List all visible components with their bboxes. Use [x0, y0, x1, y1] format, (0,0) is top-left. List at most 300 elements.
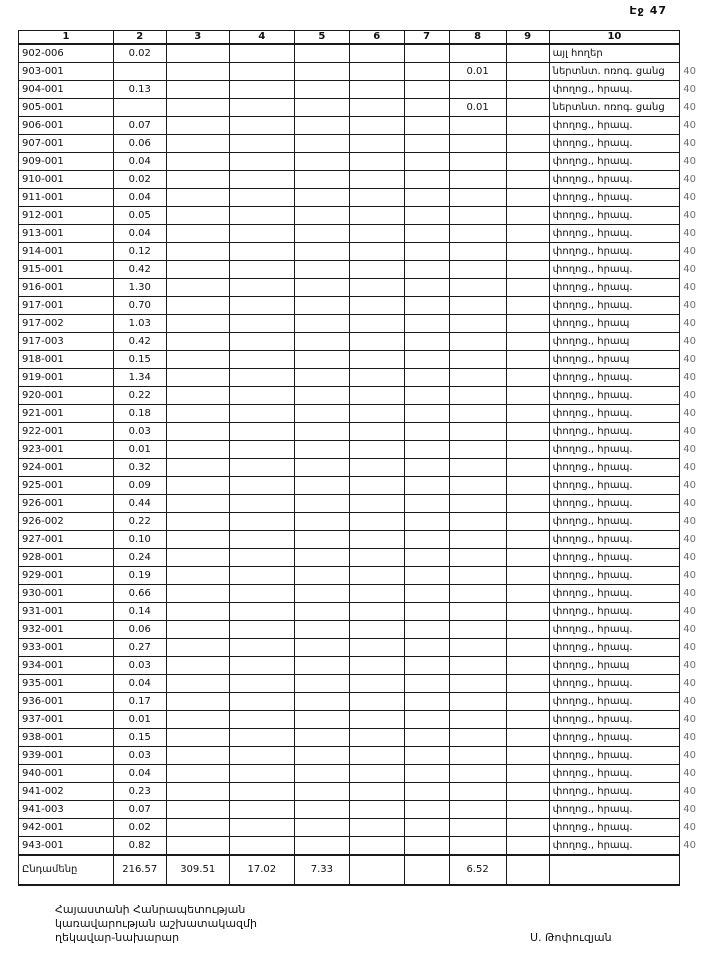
- cell-col2: 0.04: [113, 153, 166, 171]
- cell-col1: 905-001: [19, 99, 114, 117]
- cell-col9: [506, 153, 549, 171]
- cell-col10: փողոց., հրապ.: [549, 567, 680, 585]
- cell-col6: [349, 585, 404, 603]
- cell-col6: [349, 603, 404, 621]
- cell-col6: [349, 405, 404, 423]
- cell-col5: [294, 369, 349, 387]
- cell-col9: [506, 423, 549, 441]
- cell-col1: 912-001: [19, 207, 114, 225]
- cell-col7: [404, 459, 449, 477]
- cell-col9: [506, 225, 549, 243]
- table-row: [19, 189, 709, 207]
- margin-note: 40: [683, 803, 696, 815]
- cell-col7: [404, 207, 449, 225]
- table-row: [19, 243, 709, 261]
- page-number-label: Էջ 47: [629, 4, 667, 17]
- cell-col1: 914-001: [19, 243, 114, 261]
- cell-col9: [506, 477, 549, 495]
- cell-col1: 903-001: [19, 63, 114, 81]
- cell-col2: 0.03: [113, 657, 166, 675]
- cell-col5: [294, 351, 349, 369]
- cell-col3: [166, 99, 229, 117]
- cell-col8: [449, 333, 506, 351]
- cell-col10: փողոց., հրապ.: [549, 117, 680, 135]
- cell-col7: [404, 315, 449, 333]
- cell-col3: [166, 477, 229, 495]
- cell-col2: 0.24: [113, 549, 166, 567]
- table-row: [19, 765, 709, 783]
- margin-note: 40: [683, 587, 696, 599]
- header-col-9: 9: [506, 31, 549, 45]
- cell-col7: [404, 801, 449, 819]
- cell-col2: 0.04: [113, 675, 166, 693]
- cell-col5: [294, 603, 349, 621]
- cell-col4: [229, 567, 294, 585]
- margin-note: 40: [683, 695, 696, 707]
- table-row: [19, 657, 709, 675]
- cell-col5: [294, 405, 349, 423]
- cell-col2: 0.04: [113, 189, 166, 207]
- cell-col9: [506, 675, 549, 693]
- cell-col7: [404, 333, 449, 351]
- cell-col9: [506, 117, 549, 135]
- cell-col8: [449, 513, 506, 531]
- cell-col9: [506, 81, 549, 99]
- cell-col4: [229, 639, 294, 657]
- cell-col8: [449, 549, 506, 567]
- cell-col1: 913-001: [19, 225, 114, 243]
- cell-col5: [294, 819, 349, 837]
- cell-col10: փողոց., հրապ.: [549, 369, 680, 387]
- cell-col4: [229, 351, 294, 369]
- cell-col8: [449, 729, 506, 747]
- total-cell-col10: [549, 855, 680, 885]
- cell-col2: 0.06: [113, 135, 166, 153]
- cell-col7: [404, 279, 449, 297]
- cell-col1: 917-003: [19, 333, 114, 351]
- table-row: [19, 441, 709, 459]
- table-row: [19, 585, 709, 603]
- cell-col5: [294, 837, 349, 856]
- cell-col6: [349, 819, 404, 837]
- cell-col1: 940-001: [19, 765, 114, 783]
- cell-col7: [404, 531, 449, 549]
- cell-col6: [349, 243, 404, 261]
- cell-col2: 0.42: [113, 261, 166, 279]
- cell-col2: 0.22: [113, 387, 166, 405]
- cell-col2: 0.82: [113, 837, 166, 856]
- margin-note: 40: [683, 839, 696, 851]
- cell-col2: 0.04: [113, 225, 166, 243]
- cell-col2: 0.27: [113, 639, 166, 657]
- cell-col9: [506, 783, 549, 801]
- cell-col3: [166, 837, 229, 856]
- cell-col1: 917-002: [19, 315, 114, 333]
- cell-col2: 0.07: [113, 117, 166, 135]
- table-row: [19, 477, 709, 495]
- cell-col7: [404, 567, 449, 585]
- cell-col9: [506, 369, 549, 387]
- cell-col5: [294, 639, 349, 657]
- cell-col2: 0.02: [113, 44, 166, 63]
- cell-col7: [404, 81, 449, 99]
- table-row: [19, 81, 709, 99]
- cell-col8: [449, 675, 506, 693]
- cell-col7: [404, 135, 449, 153]
- cell-col4: [229, 261, 294, 279]
- cell-col5: [294, 171, 349, 189]
- cell-col9: [506, 837, 549, 856]
- cell-col5: [294, 567, 349, 585]
- cell-col5: [294, 711, 349, 729]
- margin-note: 40: [683, 173, 696, 185]
- cell-col2: 0.12: [113, 243, 166, 261]
- cell-col6: [349, 171, 404, 189]
- cell-col4: [229, 819, 294, 837]
- cell-col8: [449, 351, 506, 369]
- cell-col8: [449, 477, 506, 495]
- cell-col4: [229, 63, 294, 81]
- cell-col10: փողոց., հրապ.: [549, 675, 680, 693]
- margin-note: 40: [683, 119, 696, 131]
- cell-col1: 943-001: [19, 837, 114, 856]
- table-row: [19, 567, 709, 585]
- cell-col9: [506, 261, 549, 279]
- cell-col9: [506, 459, 549, 477]
- cell-col2: 0.19: [113, 567, 166, 585]
- cell-col7: [404, 513, 449, 531]
- cell-col1: 917-001: [19, 297, 114, 315]
- cell-col5: [294, 99, 349, 117]
- cell-col4: [229, 153, 294, 171]
- cell-col8: [449, 207, 506, 225]
- cell-col3: [166, 693, 229, 711]
- cell-col10: փողոց., հրապ.: [549, 207, 680, 225]
- cell-col3: [166, 171, 229, 189]
- cell-col7: [404, 603, 449, 621]
- header-col-5: 5: [294, 31, 349, 45]
- cell-col1: 941-003: [19, 801, 114, 819]
- cell-col4: [229, 135, 294, 153]
- cell-col1: 915-001: [19, 261, 114, 279]
- margin-note: 40: [683, 407, 696, 419]
- cell-col6: [349, 765, 404, 783]
- cell-col5: [294, 153, 349, 171]
- cell-col4: [229, 603, 294, 621]
- margin-note: 40: [683, 677, 696, 689]
- margin-note: 40: [683, 137, 696, 149]
- cell-col9: [506, 549, 549, 567]
- cell-col9: [506, 171, 549, 189]
- table-row: [19, 801, 709, 819]
- cell-col5: [294, 729, 349, 747]
- cell-col6: [349, 153, 404, 171]
- cell-col3: [166, 63, 229, 81]
- cell-col3: [166, 459, 229, 477]
- cell-col4: [229, 405, 294, 423]
- cell-col3: [166, 747, 229, 765]
- cell-col5: [294, 117, 349, 135]
- cell-col7: [404, 675, 449, 693]
- cell-col8: [449, 423, 506, 441]
- cell-col3: [166, 333, 229, 351]
- cell-col1: 909-001: [19, 153, 114, 171]
- cell-col10: փողոց., հրապ.: [549, 639, 680, 657]
- table-header: [19, 31, 709, 45]
- cell-col8: [449, 171, 506, 189]
- cell-col5: [294, 297, 349, 315]
- cell-col10: փողոց., հրապ.: [549, 405, 680, 423]
- cell-col9: [506, 693, 549, 711]
- cell-col9: [506, 207, 549, 225]
- cell-col5: [294, 189, 349, 207]
- cell-col10: փողոց., հրապ.: [549, 495, 680, 513]
- cell-col4: [229, 243, 294, 261]
- cell-col10: փողոց., հրապ.: [549, 477, 680, 495]
- cell-col8: [449, 747, 506, 765]
- cell-col7: [404, 153, 449, 171]
- cell-col2: 0.05: [113, 207, 166, 225]
- cell-col2: 0.10: [113, 531, 166, 549]
- cell-col8: [449, 117, 506, 135]
- cell-col3: [166, 44, 229, 63]
- cell-col1: 934-001: [19, 657, 114, 675]
- cell-col2: 0.32: [113, 459, 166, 477]
- cell-col9: [506, 531, 549, 549]
- cell-col7: [404, 405, 449, 423]
- total-cell-col6: [349, 855, 404, 885]
- cell-col4: [229, 495, 294, 513]
- cell-col9: [506, 387, 549, 405]
- cell-col1: 921-001: [19, 405, 114, 423]
- cell-col10: փողոց., հրապ.: [549, 243, 680, 261]
- cell-col3: [166, 765, 229, 783]
- cell-col4: [229, 171, 294, 189]
- cell-col4: [229, 44, 294, 63]
- cell-col5: [294, 333, 349, 351]
- cell-col3: [166, 711, 229, 729]
- cell-col2: 1.30: [113, 279, 166, 297]
- table-row: [19, 153, 709, 171]
- cell-col4: [229, 837, 294, 856]
- cell-col6: [349, 441, 404, 459]
- cell-col6: [349, 315, 404, 333]
- cell-col1: 930-001: [19, 585, 114, 603]
- cell-col8: [449, 279, 506, 297]
- margin-note: [680, 44, 709, 63]
- cell-col9: [506, 405, 549, 423]
- table-row: [19, 495, 709, 513]
- cell-col4: [229, 783, 294, 801]
- cell-col5: [294, 207, 349, 225]
- cell-col5: [294, 63, 349, 81]
- cell-col1: 924-001: [19, 459, 114, 477]
- cell-col10: փողոց., հրապ.: [549, 747, 680, 765]
- table-row: [19, 819, 709, 837]
- cell-col7: [404, 711, 449, 729]
- cell-col8: [449, 315, 506, 333]
- cell-col10: փողոց., հրապ.: [549, 531, 680, 549]
- footer-line-1: Հայաստանի Հանրապետության: [55, 903, 246, 916]
- cell-col6: [349, 423, 404, 441]
- table-row: [19, 747, 709, 765]
- cell-col9: [506, 639, 549, 657]
- cell-col9: [506, 801, 549, 819]
- cell-col2: 0.42: [113, 333, 166, 351]
- cell-col3: [166, 135, 229, 153]
- cell-col7: [404, 171, 449, 189]
- cell-col6: [349, 567, 404, 585]
- cell-col4: [229, 99, 294, 117]
- cell-col9: [506, 603, 549, 621]
- cell-col1: 922-001: [19, 423, 114, 441]
- cell-col1: 938-001: [19, 729, 114, 747]
- margin-note: 40: [683, 767, 696, 779]
- cell-col10: փողոց., հրապ.: [549, 711, 680, 729]
- cell-col10: փողոց., հրապ.: [549, 729, 680, 747]
- cell-col8: [449, 765, 506, 783]
- cell-col9: [506, 63, 549, 81]
- cell-col6: [349, 711, 404, 729]
- cell-col8: [449, 621, 506, 639]
- table-row: [19, 783, 709, 801]
- cell-col5: [294, 801, 349, 819]
- cell-col7: [404, 477, 449, 495]
- cell-col8: [449, 225, 506, 243]
- margin-note: 40: [683, 65, 696, 77]
- total-row: [19, 855, 709, 885]
- cell-col8: [449, 567, 506, 585]
- cell-col3: [166, 387, 229, 405]
- cell-col6: [349, 99, 404, 117]
- cell-col9: [506, 621, 549, 639]
- cell-col4: [229, 207, 294, 225]
- cell-col9: [506, 711, 549, 729]
- table-row: [19, 549, 709, 567]
- cell-col1: 910-001: [19, 171, 114, 189]
- cell-col10: փողոց., հրապ.: [549, 783, 680, 801]
- cell-col6: [349, 513, 404, 531]
- cell-col2: 0.02: [113, 819, 166, 837]
- cell-col10: փողոց., հրապ.: [549, 81, 680, 99]
- cell-col8: 0.01: [449, 63, 506, 81]
- cell-col5: [294, 477, 349, 495]
- cell-col8: [449, 297, 506, 315]
- cell-col8: [449, 819, 506, 837]
- table-row: [19, 171, 709, 189]
- footer-line-3: ղեկավար-նախարար: [55, 931, 180, 944]
- cell-col8: [449, 639, 506, 657]
- table-row: [19, 135, 709, 153]
- cell-col3: [166, 81, 229, 99]
- table-row: [19, 99, 709, 117]
- cell-col3: [166, 495, 229, 513]
- cell-col3: [166, 207, 229, 225]
- cell-col4: [229, 729, 294, 747]
- cell-col5: [294, 243, 349, 261]
- cell-col4: [229, 585, 294, 603]
- cell-col4: [229, 441, 294, 459]
- cell-col8: [449, 531, 506, 549]
- cell-col2: 0.06: [113, 621, 166, 639]
- cell-col10: փողոց., հրապ: [549, 657, 680, 675]
- table-row: [19, 621, 709, 639]
- total-cell-col5: 7.33: [294, 855, 349, 885]
- cell-col1: 920-001: [19, 387, 114, 405]
- cell-col4: [229, 225, 294, 243]
- cell-col1: 928-001: [19, 549, 114, 567]
- cell-col1: 933-001: [19, 639, 114, 657]
- total-cell-col1: Ընդամենը: [19, 855, 114, 885]
- cell-col2: 0.13: [113, 81, 166, 99]
- cell-col4: [229, 333, 294, 351]
- cell-col7: [404, 693, 449, 711]
- header-col-6: 6: [349, 31, 404, 45]
- margin-note: 40: [683, 605, 696, 617]
- cell-col3: [166, 603, 229, 621]
- cell-col10: փողոց., հրապ: [549, 333, 680, 351]
- cell-col10: ներտնտ. ոռոգ. ցանց: [549, 63, 680, 81]
- cell-col3: [166, 567, 229, 585]
- cell-col10: փողոց., հրապ.: [549, 765, 680, 783]
- cell-col1: 932-001: [19, 621, 114, 639]
- cell-col5: [294, 81, 349, 99]
- table-row: [19, 729, 709, 747]
- cell-col4: [229, 711, 294, 729]
- cell-col3: [166, 261, 229, 279]
- cell-col1: 931-001: [19, 603, 114, 621]
- cell-col8: [449, 837, 506, 856]
- table-row: [19, 297, 709, 315]
- cell-col3: [166, 279, 229, 297]
- records-tbody: [19, 44, 709, 885]
- margin-note: 40: [683, 713, 696, 725]
- cell-col5: [294, 135, 349, 153]
- margin-note: 40: [683, 425, 696, 437]
- cell-col10: փողոց., հրապ.: [549, 135, 680, 153]
- cell-col3: [166, 441, 229, 459]
- cell-col10: փողոց., հրապ.: [549, 279, 680, 297]
- table-row: [19, 279, 709, 297]
- cell-col8: [449, 711, 506, 729]
- cell-col10: փողոց., հրապ.: [549, 585, 680, 603]
- total-cell-col3: 309.51: [166, 855, 229, 885]
- cell-col9: [506, 279, 549, 297]
- cell-col9: [506, 567, 549, 585]
- cell-col6: [349, 387, 404, 405]
- margin-note: 40: [683, 263, 696, 275]
- cell-col9: [506, 333, 549, 351]
- cell-col7: [404, 99, 449, 117]
- cell-col9: [506, 495, 549, 513]
- cell-col6: [349, 837, 404, 856]
- cell-col4: [229, 693, 294, 711]
- header-row: [19, 31, 709, 45]
- cell-col7: [404, 243, 449, 261]
- cell-col1: 937-001: [19, 711, 114, 729]
- cell-col3: [166, 189, 229, 207]
- table-row: [19, 459, 709, 477]
- cell-col10: փողոց., հրապ.: [549, 441, 680, 459]
- cell-col8: [449, 243, 506, 261]
- cell-col9: [506, 513, 549, 531]
- cell-col3: [166, 819, 229, 837]
- cell-col7: [404, 729, 449, 747]
- cell-col7: [404, 837, 449, 856]
- cell-col3: [166, 351, 229, 369]
- cell-col6: [349, 495, 404, 513]
- cell-col6: [349, 459, 404, 477]
